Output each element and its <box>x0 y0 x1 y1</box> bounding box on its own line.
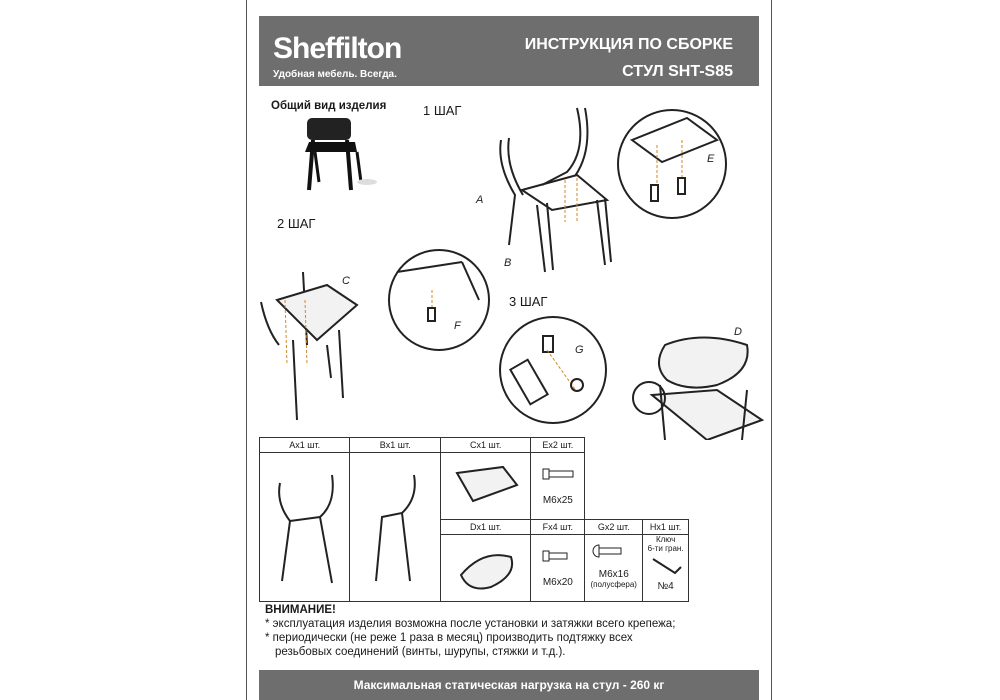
step-3-detail-zoom <box>500 317 606 423</box>
step-2-label: 2 ШАГ <box>277 216 316 231</box>
step-3-backrest-drawing <box>633 338 762 441</box>
part-b-label: Bx1 шт. <box>350 438 439 453</box>
callout-g: G <box>575 344 584 356</box>
part-h-name-line2: 6-ти гран. <box>647 544 684 553</box>
part-h-name-line1: Ключ <box>655 535 676 544</box>
chair-overview-image <box>305 118 377 190</box>
callout-f: F <box>454 320 461 332</box>
brand-tagline: Удобная мебель. Всегда. <box>273 69 397 80</box>
part-b-cell <box>350 438 440 602</box>
callout-d: D <box>734 326 742 338</box>
part-e-size: M6x25 <box>542 495 573 506</box>
part-e-cell <box>531 438 585 520</box>
part-a-image <box>262 453 348 593</box>
part-c-image <box>443 453 529 517</box>
part-h-size: №4 <box>657 581 674 592</box>
notice-block <box>265 603 675 659</box>
parts-table <box>259 437 689 602</box>
part-h-cell <box>643 520 689 602</box>
part-b-image <box>352 453 438 593</box>
brand-logo: Sheffilton <box>273 32 402 65</box>
empty-cell <box>585 438 689 520</box>
step-1-frame-drawing <box>500 108 611 272</box>
notice-heading: ВНИМАНИЕ! <box>265 604 336 616</box>
callout-e: E <box>707 153 715 165</box>
part-g-cell <box>585 520 643 602</box>
part-f-image <box>533 535 583 575</box>
callout-c: C <box>342 275 350 287</box>
part-e-label: Ex2 шт. <box>531 438 584 453</box>
part-c-label: Cx1 шт. <box>441 438 530 453</box>
hex-key-icon <box>645 553 687 579</box>
notice-line-2: * периодически (не реже 1 раза в месяц) производить подтяжку всех <box>265 632 633 644</box>
callout-a: A <box>476 194 484 206</box>
part-d-label: Dx1 шт. <box>441 520 530 535</box>
product-model: СТУЛ SHT-S85 <box>622 63 733 80</box>
part-g-image <box>587 535 641 567</box>
notice-line-1: * эксплуатация изделия возможна после установки и затяжки всего крепежа; <box>265 618 676 630</box>
overview-label: Общий вид изделия <box>271 100 387 112</box>
part-g-note: (полусфера) <box>590 580 637 589</box>
part-h-label: Hx1 шт. <box>643 520 688 535</box>
part-a-cell <box>260 438 350 602</box>
step-2-seat-drawing <box>261 272 357 420</box>
part-e-image <box>533 453 583 493</box>
callout-b: B <box>504 257 512 269</box>
instruction-sheet <box>246 0 772 700</box>
part-g-label: Gx2 шт. <box>585 520 642 535</box>
assembly-diagrams <box>247 0 771 440</box>
part-g-size: M6x16 <box>598 569 629 580</box>
part-d-cell <box>440 520 530 602</box>
document-title: ИНСТРУКЦИЯ ПО СБОРКЕ <box>524 36 733 53</box>
part-f-cell <box>531 520 585 602</box>
part-c-cell <box>440 438 530 520</box>
step-2-detail-zoom <box>389 250 489 350</box>
step-3-label: 3 ШАГ <box>509 294 548 309</box>
max-load-footer: Максимальная статическая нагрузка на стул - 260 кг <box>259 670 759 700</box>
part-f-size: M6x20 <box>542 577 573 588</box>
notice-line-3: резьбовых соединений (винты, шурупы, стяжки и т.д.). <box>275 646 566 658</box>
part-a-label: Ax1 шт. <box>260 438 349 453</box>
part-f-label: Fx4 шт. <box>531 520 584 535</box>
part-d-image <box>443 535 529 599</box>
step-1-label: 1 ШАГ <box>423 103 462 118</box>
